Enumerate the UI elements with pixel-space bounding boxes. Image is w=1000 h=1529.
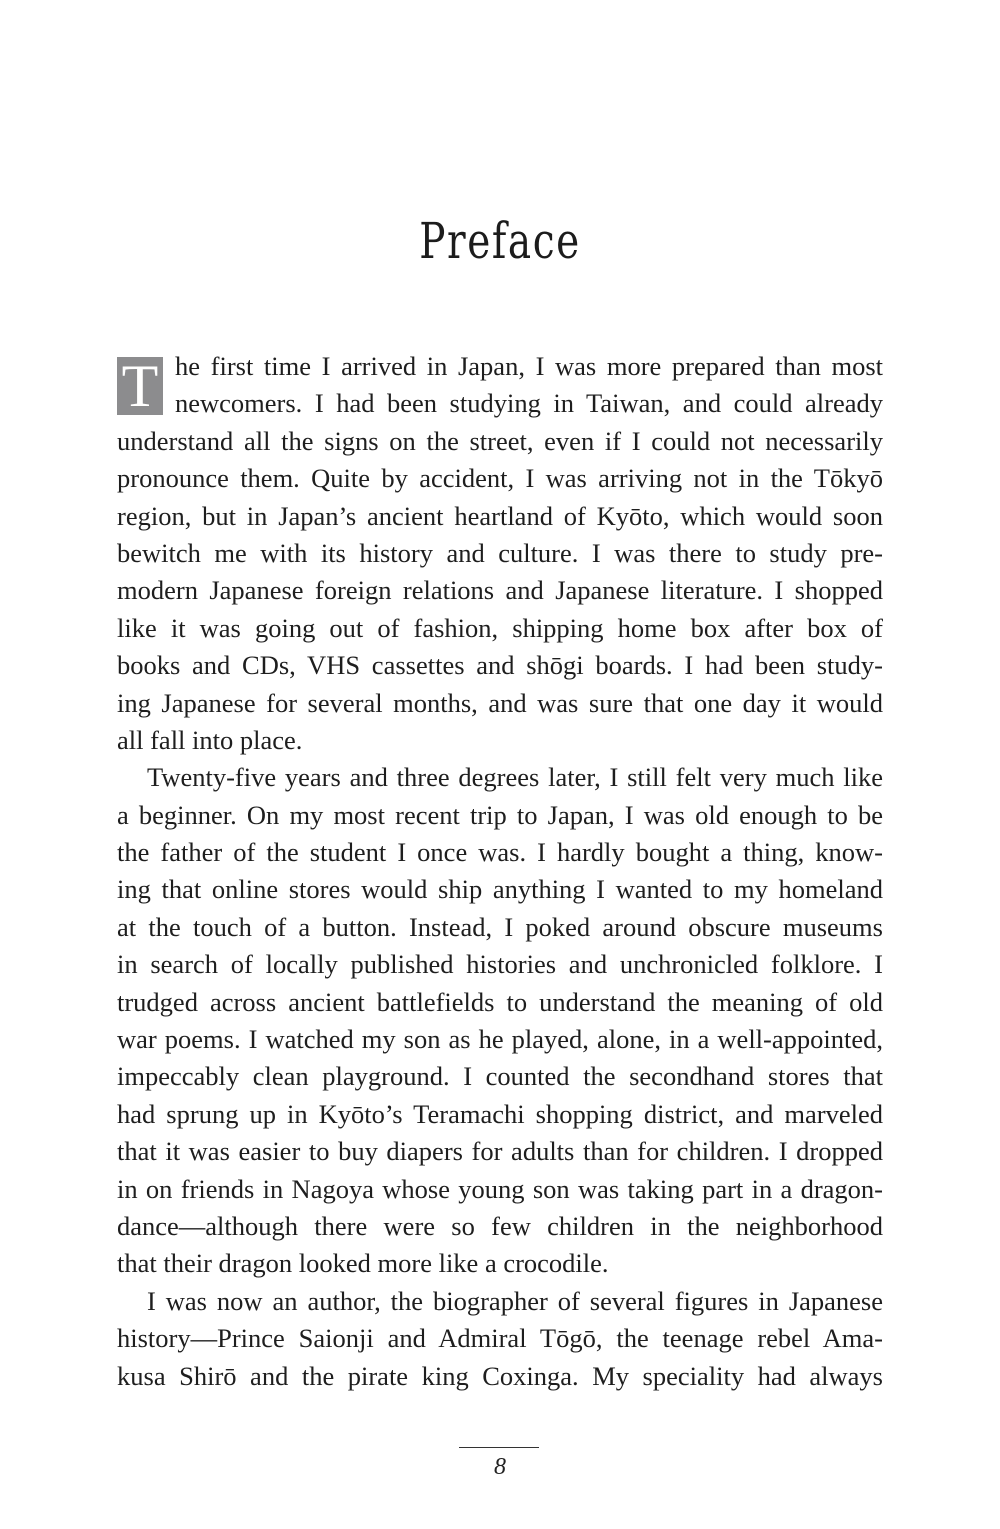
text-line: in search of locally published histories and unchronicled folklore. I bbox=[117, 949, 883, 980]
text-line: had sprung up in Kyōto’s Teramachi shopping district, and marveled bbox=[117, 1098, 883, 1129]
text-line: ing Japanese for several months, and was sure that one day it would bbox=[117, 687, 883, 718]
text-line: the father of the student I once was. I hardly bought a thing, know- bbox=[117, 837, 883, 868]
text-line: modern Japanese foreign relations and Japanese literature. I shopped bbox=[117, 575, 883, 606]
text-line: kusa Shirō and the pirate king Coxinga. My speciality had always bbox=[117, 1360, 883, 1391]
text-line: in on friends in Nagoya whose young son was taking part in a dragon- bbox=[117, 1173, 883, 1204]
text-line: dance—although there were so few children in the neighborhood bbox=[117, 1210, 883, 1241]
text-line: I was now an author, the biographer of several figures in Japanese bbox=[147, 1285, 883, 1316]
text-line: he first time I arrived in Japan, I was more prepared than most bbox=[175, 351, 883, 381]
text-line: region, but in Japan’s ancient heartland of Kyōto, which would soon bbox=[117, 500, 883, 531]
text-line: ing that online stores would ship anything I wanted to my homeland bbox=[117, 874, 883, 905]
text-line: understand all the signs on the street, even if I could not necessarily bbox=[117, 425, 883, 456]
text-line: war poems. I watched my son as he played, alone, in a well-appointed, bbox=[117, 1024, 883, 1055]
text-line: all fall into place. bbox=[117, 724, 303, 755]
text-line: like it was going out of fashion, shipping home box after box of bbox=[117, 612, 883, 643]
page-number-rule bbox=[459, 1447, 539, 1448]
body-text bbox=[117, 348, 883, 1395]
text-line: history—Prince Saionji and Admiral Tōgō, the teenage rebel Ama- bbox=[117, 1323, 883, 1354]
text-line: newcomers. I had been studying in Taiwan, and could already bbox=[175, 388, 883, 419]
chapter-title: Preface bbox=[419, 212, 581, 270]
text-line: pronounce them. Quite by accident, I was arriving not in the Tōkyō bbox=[117, 463, 883, 494]
text-line: bewitch me with its history and culture. I was there to study pre- bbox=[117, 537, 883, 568]
page-number: 8 bbox=[494, 1454, 506, 1480]
text-line: that their dragon looked more like a crocodile. bbox=[117, 1248, 609, 1279]
text-line: that it was easier to buy diapers for adults than for children. I dropped bbox=[117, 1136, 883, 1167]
text-line: impeccably clean playground. I counted the secondhand stores that bbox=[117, 1061, 883, 1092]
text-line: at the touch of a button. Instead, I poked around obscure museums bbox=[117, 911, 883, 942]
drop-cap: T bbox=[117, 357, 163, 415]
text-line: Twenty-five years and three degrees later, I still felt very much like bbox=[147, 762, 883, 793]
text-line: books and CDs, VHS cassettes and shōgi boards. I had been study- bbox=[117, 650, 883, 681]
text-line: trudged across ancient battlefields to understand the meaning of old bbox=[117, 986, 883, 1017]
text-line: a beginner. On my most recent trip to Japan, I was old enough to be bbox=[117, 799, 883, 830]
